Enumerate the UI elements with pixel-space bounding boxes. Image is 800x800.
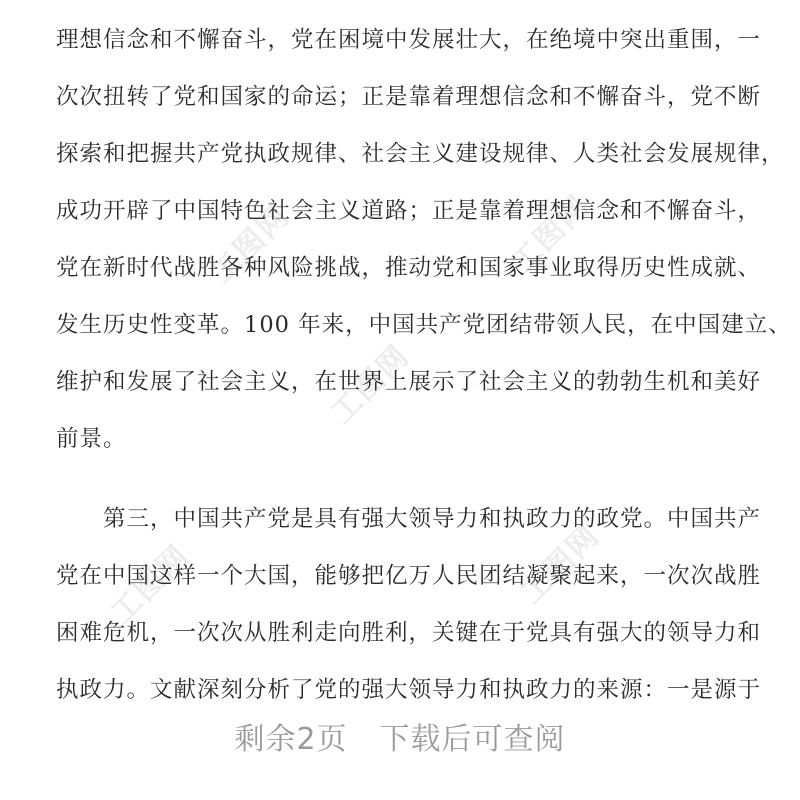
text-line: 成功开辟了中国特色社会主义道路；正是靠着理想信念和不懈奋斗， [56,198,762,224]
text-line: 理想信念和不懈奋斗，党在困境中发展壮大，在绝境中突出重围，一 [56,27,762,53]
watermark: 工图网 [504,188,597,281]
text-line: 党在新时代战胜各种风险挑战，推动党和国家事业取得历史性成就、 [56,255,762,281]
watermark: 工图网 [324,338,417,431]
text-line: 前景。 [56,426,127,452]
text-line: 维护和发展了社会主义，在世界上展示了社会主义的勃勃生机和美好 [56,369,762,395]
watermark: 工图网 [204,198,297,291]
download-to-read-more-button[interactable] [0,714,800,758]
watermark: 工图网 [104,538,197,631]
text-line: 发生历史性变革。100 年来，中国共产党团结带领人民，在中国建立、 [56,312,792,338]
download-label: 下载后可查阅 [379,722,566,757]
text-line: 执政力。文献深刻分析了党的强大领导力和执政力的来源：一是源于 [56,677,762,703]
paragraph-start-line: 第三，中国共产党是具有强大领导力和执政力的政党。中国共产 [103,506,762,532]
remaining-pages-label: 剩余2页 [234,722,348,757]
watermark: 工图网 [514,518,607,611]
text-line: 困难危机，一次次从胜利走向胜利，关键在于党具有强大的领导力和 [56,620,762,646]
text-line: 党在中国这样一个大国，能够把亿万人民团结凝聚起来，一次次战胜 [56,563,762,589]
text-line: 探索和把握共产党执政规律、社会主义建设规律、人类社会发展规律， [56,141,785,167]
text-line: 次次扭转了党和国家的命运；正是靠着理想信念和不懈奋斗，党不断 [56,84,762,110]
